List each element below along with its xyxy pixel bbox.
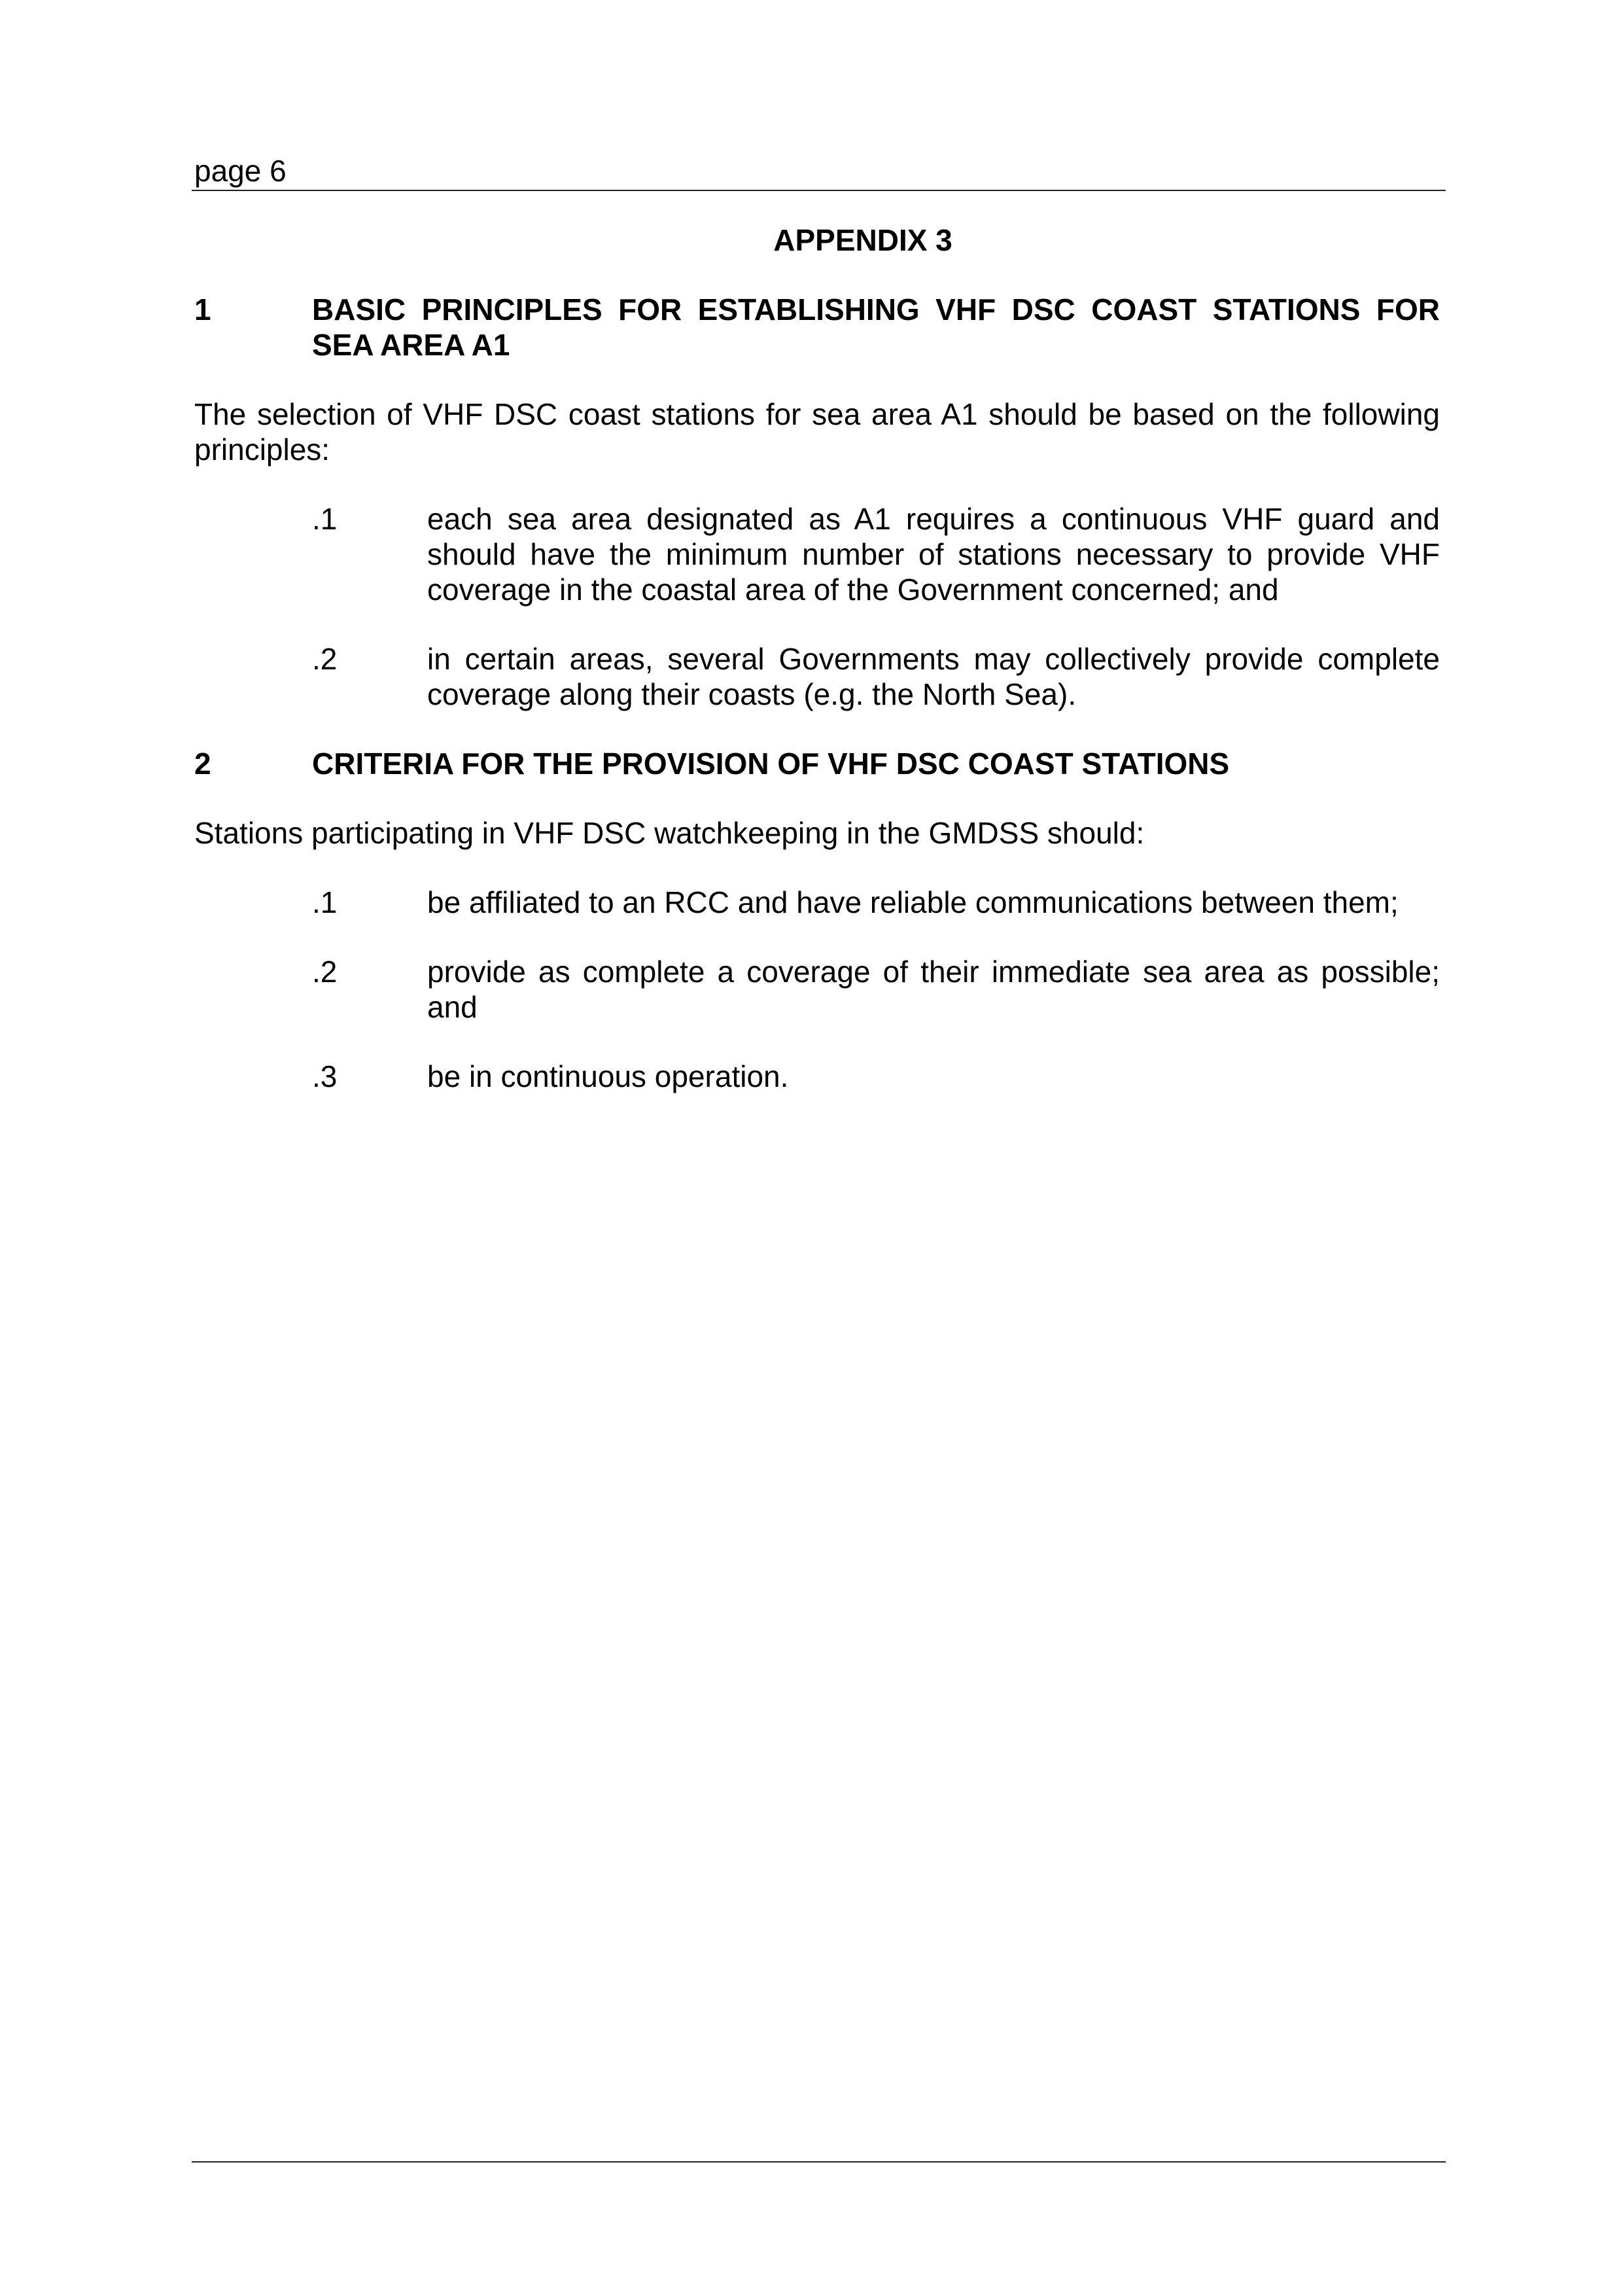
- section-2-number: 2: [194, 747, 211, 781]
- section-1-item-text: in certain areas, several Governments may collectively provide complete coverage along their coasts (e.g. the North Sea).: [427, 642, 1440, 711]
- section-1-title: BASIC PRINCIPLES FOR ESTABLISHING VHF DSC COAST STATIONS FOR SEA AREA A1: [312, 292, 1440, 362]
- section-2-intro: Stations participating in VHF DSC watchkeeping in the GMDSS should:: [194, 816, 1145, 850]
- section-1-item: [312, 501, 1440, 607]
- section-1-intro: The selection of VHF DSC coast stations for sea area A1 should be based on the following principles:: [194, 397, 1440, 467]
- section-2-item-number: .2: [312, 955, 338, 989]
- section-2-item-text: be affiliated to an RCC and have reliable communications between them;: [427, 885, 1399, 919]
- page-body: [194, 222, 1440, 1128]
- section-2-item-number: .3: [312, 1059, 338, 1093]
- footer-rule: [192, 2161, 1446, 2163]
- appendix-title: APPENDIX 3: [773, 223, 952, 257]
- section-1-item-number: .1: [312, 502, 338, 536]
- section-2-item: [312, 954, 1440, 1025]
- section-2-item-text: provide as complete a coverage of their immediate sea area as possible; and: [427, 955, 1440, 1024]
- section-2-item-number: .1: [312, 885, 338, 919]
- section-1-number: 1: [194, 292, 211, 327]
- section-2-title: CRITERIA FOR THE PROVISION OF VHF DSC COAST STATIONS: [312, 747, 1230, 781]
- section-2-item-text: be in continuous operation.: [427, 1059, 789, 1093]
- section-2-item: [312, 885, 1440, 920]
- section-1-item: [312, 641, 1440, 712]
- section-2-item: [312, 1059, 1440, 1094]
- page-number-header: page 6: [194, 154, 287, 188]
- section-1-item-text: each sea area designated as A1 requires a continuous VHF guard and should have the minimum number of stations necessary to provide VHF coverage in the coastal area of the Government concerned; and: [427, 502, 1440, 607]
- section-1-item-number: .2: [312, 642, 338, 676]
- section-1-heading: [194, 292, 1440, 362]
- section-2-heading: [194, 746, 1440, 781]
- header-rule: [192, 190, 1446, 191]
